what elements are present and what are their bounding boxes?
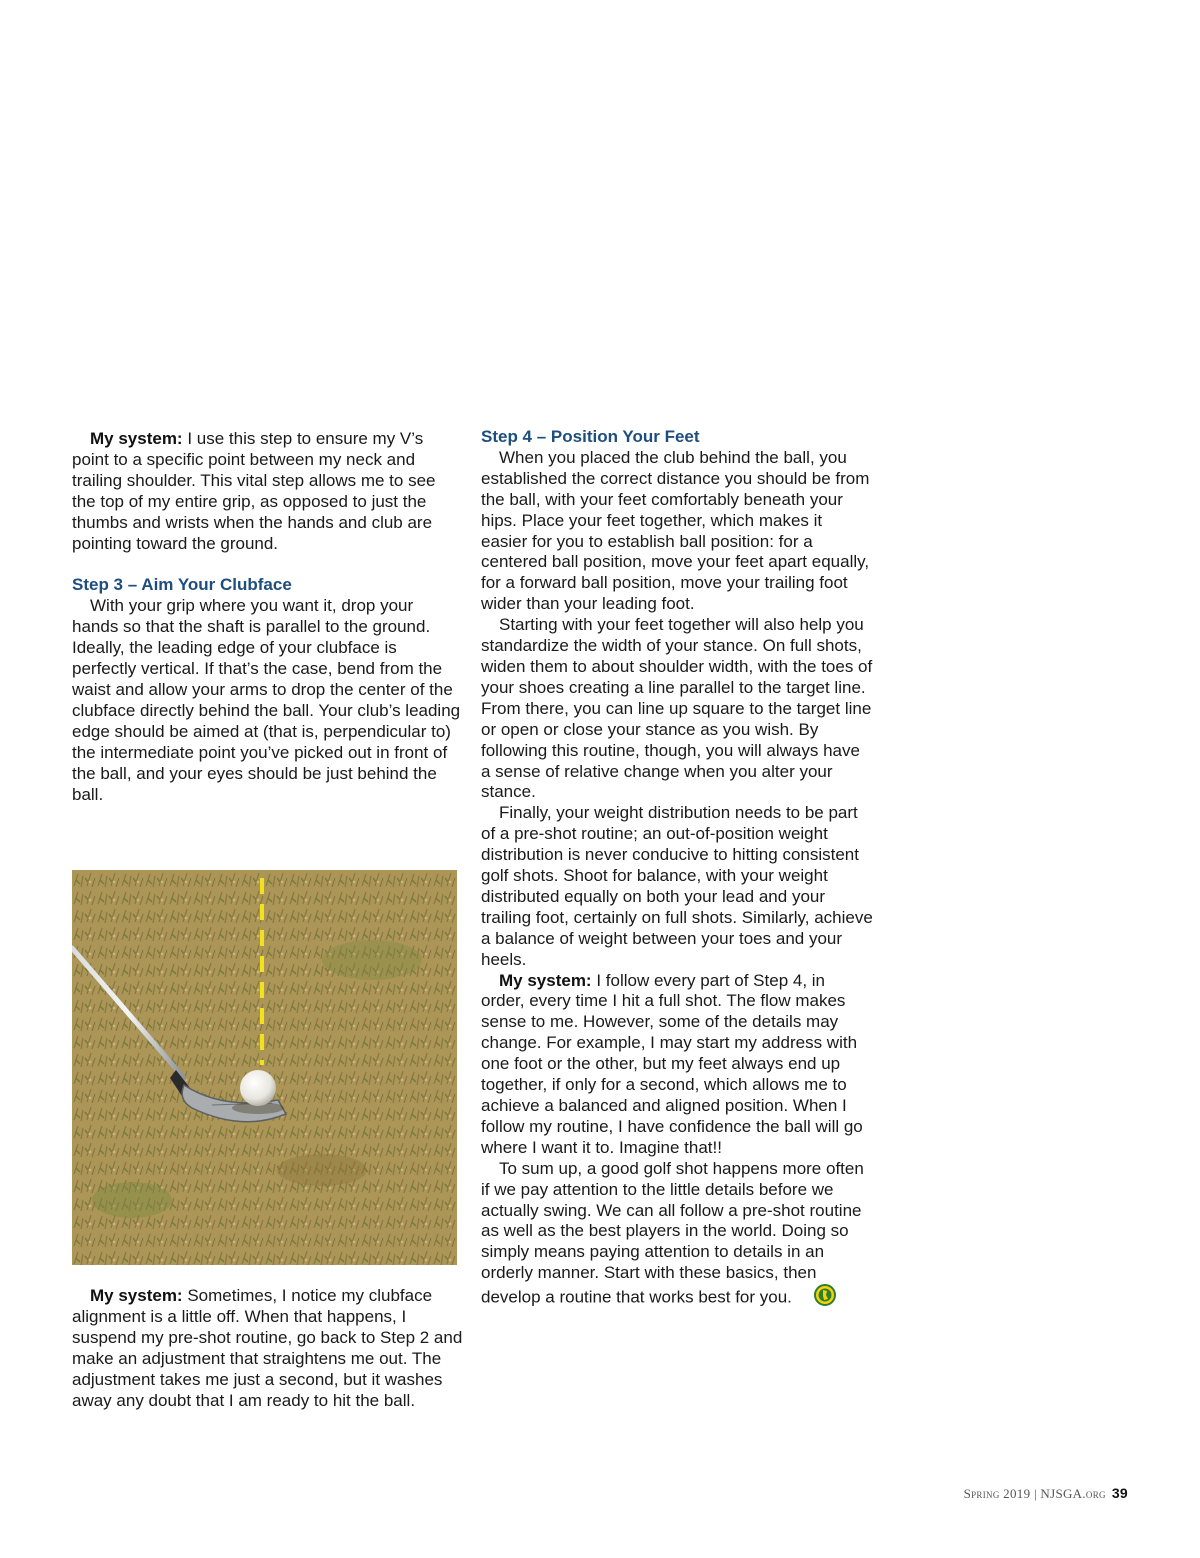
right-column xyxy=(481,427,873,1312)
step4-paragraph-3: Finally, your weight distribution needs to be part of a pre-shot routine; an out-of-position weight distribution is never conducive to hitting consistent golf shots. Shoot for balance, with your weight distributed equally on both your lead and your trailing foot, certainly on full shots. Similarly, achieve a balance of weight between your toes and your heels. xyxy=(481,803,873,969)
footer-site: NJSGA.org xyxy=(1040,1486,1106,1501)
njsga-logo-icon xyxy=(796,1284,836,1312)
bottom-text: Sometimes, I notice my clubface alignment is a little off. When that happens, I suspend my pre-shot routine, go back to Step 2 and make an adjustment that straightens me out. The adjustment takes me just a second, but it washes away any doubt that I am ready to hit the ball. xyxy=(72,1286,463,1410)
p4-lead: My system: xyxy=(499,970,592,990)
step4-heading: Step 4 – Position Your Feet xyxy=(481,427,700,446)
footer-season: Spring 2019 xyxy=(963,1486,1031,1501)
intro-paragraph xyxy=(72,429,462,554)
step4-paragraph-4 xyxy=(481,971,873,1159)
step4-paragraph-1: When you placed the club behind the ball, you established the correct distance you should be from the ball, with your feet comfortably beneath your hips. Place your feet together, which makes it easier for you to establish ball position: for a centered ball position, move your feet apart equally, for a forward ball position, move your trailing foot wider than your leading foot. xyxy=(481,447,870,614)
p4-text: I follow every part of Step 4, in order, every time I hit a full shot. The flow makes sense to me. However, some of the details may change. For example, I may start my address with one foot or the other, but my feet always end up together, if only for a second, which allows me to achieve a balanced and aligned position. When I follow my routine, I have confidence the ball will go where I want it to. Imagine that!! xyxy=(481,970,863,1157)
bottom-paragraph xyxy=(72,1286,464,1411)
summary-paragraph xyxy=(481,1159,873,1312)
golf-ball xyxy=(240,1070,276,1106)
page-number: 39 xyxy=(1111,1485,1128,1501)
summary-text: To sum up, a good golf shot happens more often if we pay attention to the little details before we actually swing. We can all follow a pre-shot routine as well as the best players in the world. Doing so simply means paying attention to details in an orderly manner. Start with these basics, then develop a routine that works best for you. xyxy=(481,1158,864,1307)
left-column xyxy=(72,429,462,805)
step4-paragraph-2: Starting with your feet together will also help you standardize the width of your stance. On full shots, widen them to about shoulder width, with the toes of your shoes creating a line parallel to the target line. From there, you can line up square to the target line or open or close your stance as you wish. By following this routine, though, you will always have a sense of relative change when you alter your stance. xyxy=(481,615,873,802)
footer-separator: | xyxy=(1030,1486,1041,1501)
intro-lead: My system: xyxy=(90,429,183,448)
intro-text: I use this step to ensure my V’s point to a specific point between my neck and trailing shoulder. This vital step allows me to see the top of my entire grip, as opposed to just the thumbs and wrists when the hands and club are pointing toward the ground. xyxy=(72,429,436,553)
golf-ball-clubface-photo xyxy=(72,870,457,1265)
bottom-lead: My system: xyxy=(90,1286,183,1305)
page-footer xyxy=(964,1485,1128,1502)
step3-paragraph: With your grip where you want it, drop your hands so that the shaft is parallel to the ground. Ideally, the leading edge of your clubface is perfectly vertical. If that’s the case, bend from the waist and allow your arms to drop the center of the clubface directly behind the ball. Your club’s leading edge should be aimed at (that is, perpendicular to) the intermediate point you’ve picked out in front of the ball, and your eyes should be just behind the ball. xyxy=(72,596,461,804)
bottom-left-block xyxy=(72,1286,464,1411)
step3-heading: Step 3 – Aim Your Clubface xyxy=(72,575,292,595)
